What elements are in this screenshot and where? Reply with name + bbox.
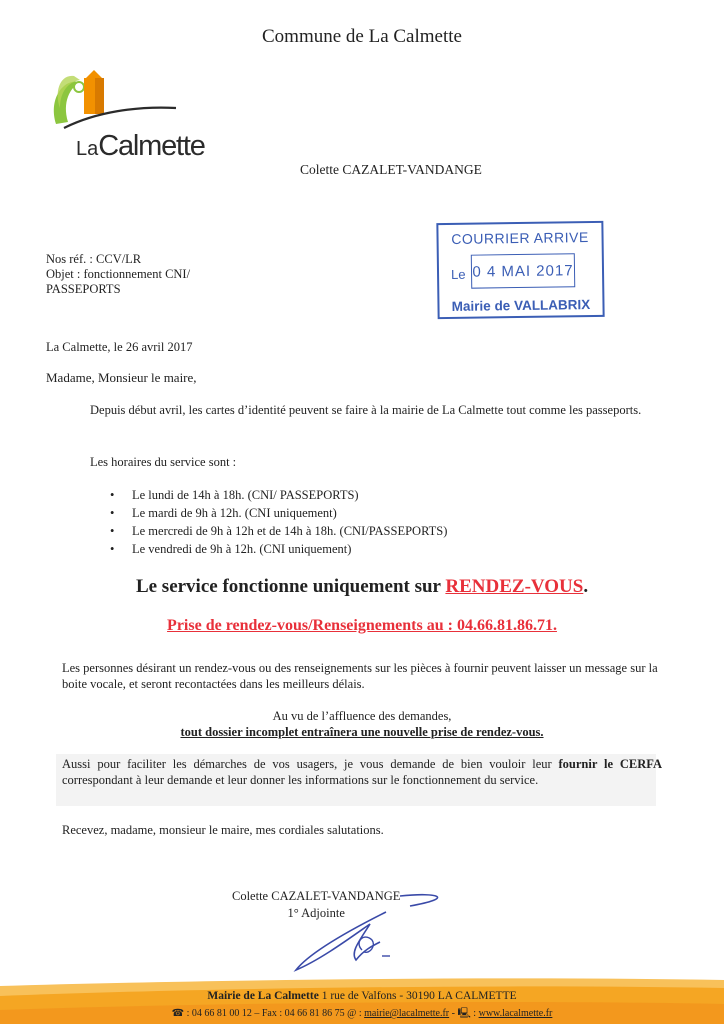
intro-paragraph: Depuis début avril, les cartes d’identité peuvent se faire à la mairie de La Calmette tout comme les passeports.: [90, 403, 642, 417]
footer-address: Mairie de La Calmette 1 rue de Valfons - 30190 LA CALMETTE: [207, 990, 517, 1002]
hours-intro: Les horaires du service sont :: [90, 455, 237, 469]
list-item: • Le vendredi de 9h à 12h. (CNI uniquement): [110, 540, 447, 558]
cerfa-paragraph: Aussi pour faciliter les démarches de vos usagers, je vous demande de bien vouloir leur fournir le CERFA correspondant à leur demande et leur donner les informations sur le fonctionnement du service.: [62, 757, 662, 787]
incomplete-warning: tout dossier incomplet entraînera une nouvelle prise de rendez-vous.: [180, 725, 544, 739]
reference-line: Nos réf. : CCV/LR: [46, 252, 142, 266]
received-stamp: [436, 221, 604, 319]
signer-title: 1° Adjointe: [287, 906, 345, 920]
stamp-date-box: [471, 253, 575, 288]
page-title: Commune de La Calmette: [262, 26, 462, 47]
stamp-date: 0 4 MAI 2017: [472, 262, 574, 281]
affluence-line: Au vu de l’affluence des demandes,: [272, 709, 452, 723]
author-name: Colette CAZALET-VANDANGE: [300, 162, 482, 177]
list-item: • Le lundi de 14h à 18h. (CNI/ PASSEPORTS): [110, 486, 447, 504]
references-block: [46, 252, 190, 297]
email-link[interactable]: mairie@lacalmette.fr: [364, 1008, 450, 1019]
voicemail-paragraph: Les personnes désirant un rendez-vous ou des renseignements sur les pièces à fournir peuvent laisser un message sur la boite vocale, et seront recontactées dans les meilleurs délais.: [62, 661, 658, 691]
stamp-le-label: Le: [450, 266, 466, 282]
closing-line: Recevez, madame, monsieur le maire, mes cordiales salutations.: [62, 823, 384, 837]
stamp-heading: COURRIER ARRIVE: [451, 229, 589, 247]
cerfa-emphasis: fournir le CERFA: [558, 757, 662, 771]
stamp-mairie: Mairie de VALLABRIX: [451, 297, 591, 314]
rendez-vous-emphasis: RENDEZ-VOUS: [445, 576, 584, 597]
signature: [290, 890, 460, 980]
website-link[interactable]: www.lacalmette.fr: [478, 1008, 553, 1019]
footer-contacts: ☎ : 04 66 81 00 12 – Fax : 04 66 81 86 75 @ : mairie@lacalmette.fr - 🖳 : www.lacalmette.fr: [171, 1008, 553, 1019]
phone-contact-line: Prise de rendez-vous/Renseignements au : 04.66.81.86.71.: [167, 617, 557, 634]
object-line: Objet : fonctionnement CNI/: [46, 267, 191, 281]
object-line-continued: PASSEPORTS: [46, 282, 121, 296]
salutation: Madame, Monsieur le maire,: [46, 370, 197, 385]
service-notice: Le service fonctionne uniquement sur RENDEZ-VOUS.: [135, 576, 589, 597]
hours-list: [110, 486, 447, 558]
list-item: • Le mardi de 9h à 12h. (CNI uniquement): [110, 504, 447, 522]
place-and-date: La Calmette, le 26 avril 2017: [46, 340, 193, 354]
footer-mairie-name: Mairie de La Calmette: [207, 990, 319, 1002]
list-item: • Le mercredi de 9h à 12h et de 14h à 18h. (CNI/PASSEPORTS): [110, 522, 447, 540]
signer-name: Colette CAZALET-VANDANGE: [232, 889, 401, 903]
logo-text: LaCalmette: [76, 130, 205, 162]
